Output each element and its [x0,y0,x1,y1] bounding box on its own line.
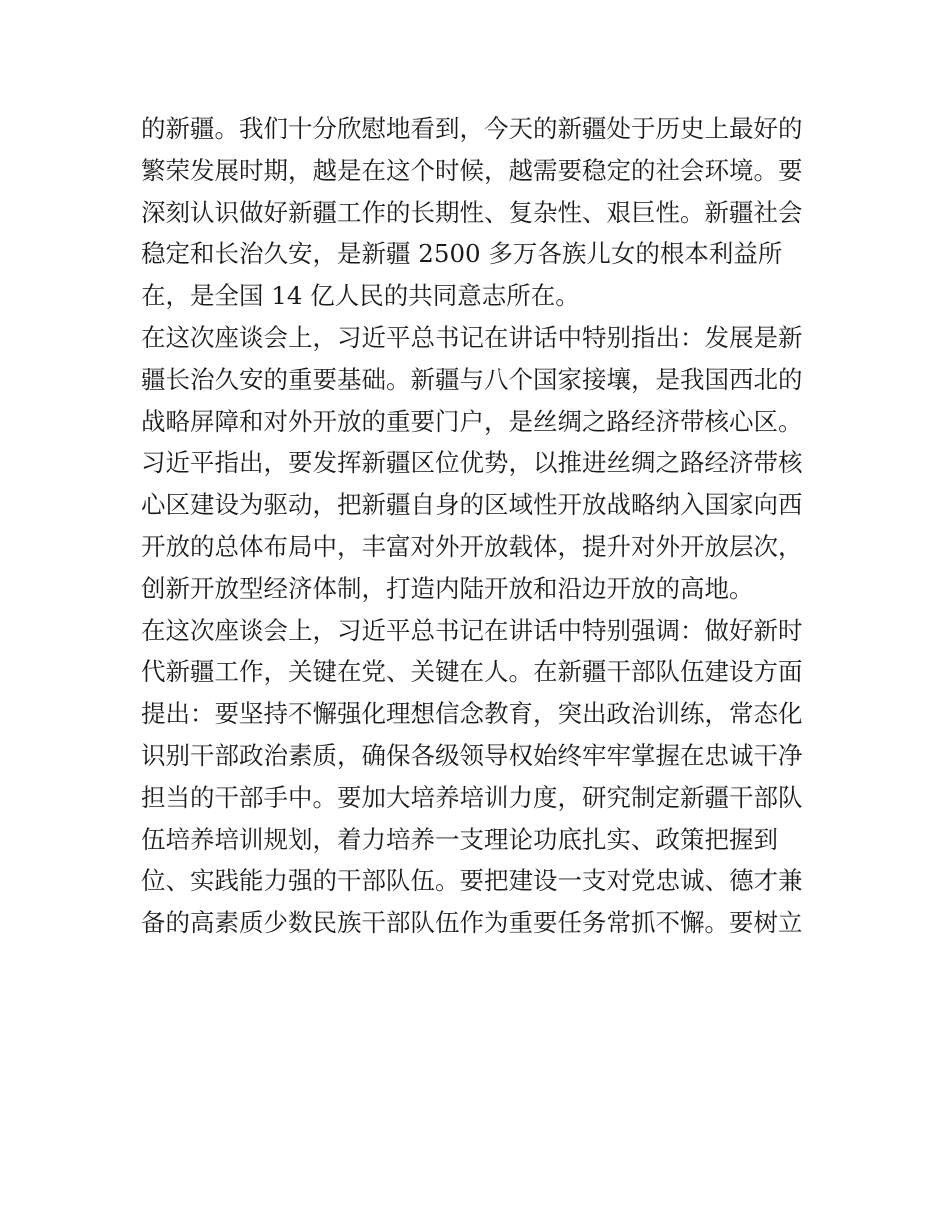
text-line: 繁荣发展时期，越是在这个时候，越需要稳定的社会环境。要 [141,155,803,185]
document-body-text [141,108,821,944]
text-line: 代新疆工作，关键在党、关键在人。在新疆干部队伍建设方面 [141,657,803,687]
text-line: 心区建设为驱动，把新疆自身的区域性开放战略纳入国家向西 [141,490,803,520]
text-line: 提出：要坚持不懈强化理想信念教育，突出政治训练，常态化 [141,699,803,729]
text-line: 深刻认识做好新疆工作的长期性、复杂性、艰巨性。新疆社会 [141,197,803,227]
text-line: 战略屏障和对外开放的重要门户，是丝绸之路经济带核心区。 [141,406,803,436]
text-line: 在，是全国 14 亿人民的共同意志所在。 [141,281,580,311]
text-line: 担当的干部手中。要加大培养培训力度，研究制定新疆干部队 [141,782,803,812]
text-line: 备的高素质少数民族干部队伍作为重要任务常抓不懈。要树立 [141,908,803,938]
text-line: 创新开放型经济体制，打造内陆开放和沿边开放的高地。 [141,573,754,603]
text-line: 开放的总体布局中，丰富对外开放载体，提升对外开放层次， [141,531,803,561]
text-line: 识别干部政治素质，确保各级领导权始终牢牢掌握在忠诚干净 [141,740,803,770]
text-line: 在这次座谈会上，习近平总书记在讲话中特别强调：做好新时 [141,615,803,645]
text-line: 伍培养培训规划，着力培养一支理论功底扎实、政策把握到 [141,824,778,854]
text-line: 在这次座谈会上，习近平总书记在讲话中特别指出：发展是新 [141,322,803,352]
text-line: 稳定和长治久安，是新疆 2500 多万各族儿女的根本利益所 [141,239,783,269]
text-line: 习近平指出，要发挥新疆区位优势，以推进丝绸之路经济带核 [141,448,803,478]
text-line: 位、实践能力强的干部队伍。要把建设一支对党忠诚、德才兼 [141,866,803,896]
text-line: 疆长治久安的重要基础。新疆与八个国家接壤，是我国西北的 [141,364,803,394]
text-line: 的新疆。我们十分欣慰地看到，今天的新疆处于历史上最好的 [141,114,803,143]
